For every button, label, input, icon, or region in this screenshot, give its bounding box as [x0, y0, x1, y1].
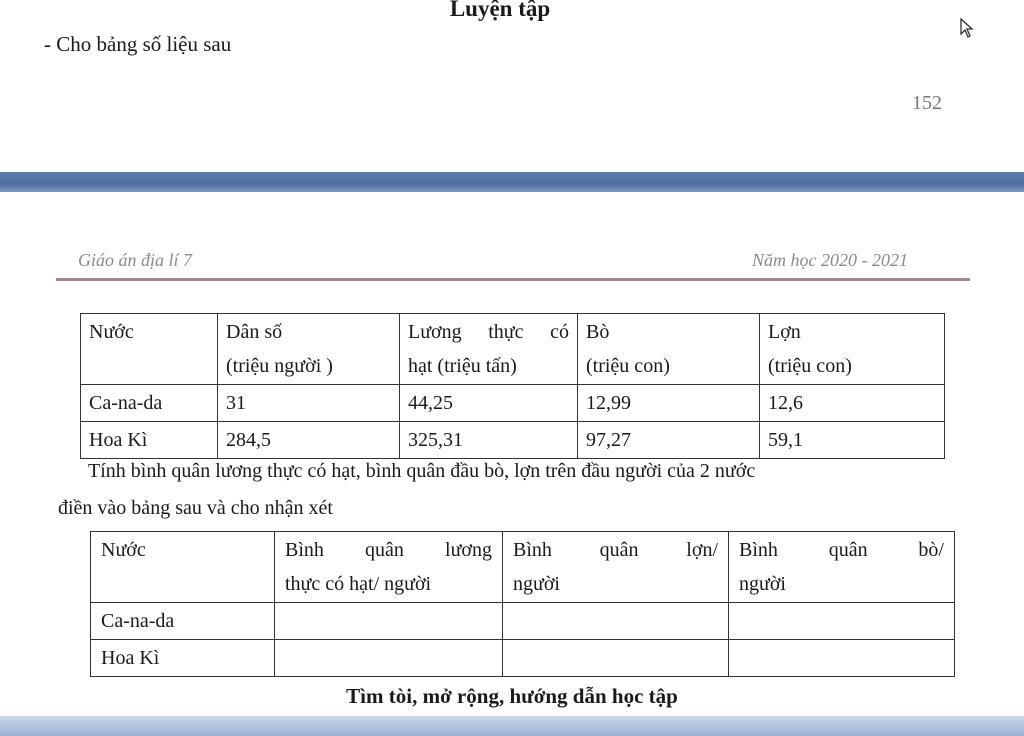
table-header-row	[91, 532, 955, 603]
table-cell: Hoa Kì	[91, 640, 275, 677]
table-cell: 97,27	[578, 422, 760, 459]
header-cell-grain: Lương thực có hạt (triệu tấn)	[400, 314, 578, 385]
table-cell: Ca-na-da	[81, 385, 218, 422]
intro-text: - Cho bảng số liệu sau	[44, 32, 232, 56]
table-cell: Hoa Kì	[81, 422, 218, 459]
table-cell	[503, 640, 729, 677]
mouse-cursor-icon	[960, 18, 974, 38]
page-break-band	[0, 172, 1024, 192]
header-cell-pigs-per-capita: Bình quân lợn/ người	[503, 532, 729, 603]
header-left-text: Giáo án địa lí 7	[78, 250, 193, 270]
header-cell-pigs: Lợn (triệu con)	[760, 314, 945, 385]
table-header-row	[81, 314, 945, 385]
table-row	[81, 385, 945, 422]
header-cell-cattle: Bò (triệu con)	[578, 314, 760, 385]
header-cell-cattle-per-capita: Bình quân bò/ người	[729, 532, 955, 603]
table-cell: 12,99	[578, 385, 760, 422]
table-row	[91, 640, 955, 677]
table-cell	[275, 640, 503, 677]
table-cell: 325,31	[400, 422, 578, 459]
table-row	[91, 603, 955, 640]
header-rule	[56, 278, 970, 281]
header-cell-grain-per-capita: Bình quân lương thực có hạt/ người	[275, 532, 503, 603]
header-cell-country: Nước	[91, 532, 275, 603]
section-heading: Tìm tòi, mở rộng, hướng dẫn học tập	[346, 684, 678, 708]
instruction-line-1: Tính bình quân lương thực có hạt, bình quân đầu bò, lợn trên đầu người của 2 nước	[88, 460, 756, 482]
header-cell-population: Dân số (triệu người )	[218, 314, 400, 385]
header-right-text: Năm học 2020 - 2021	[752, 250, 908, 270]
table-cell	[503, 603, 729, 640]
table-cell: Ca-na-da	[91, 603, 275, 640]
table-cell: 284,5	[218, 422, 400, 459]
table-cell: 31	[218, 385, 400, 422]
bottom-band	[0, 716, 1024, 736]
table-cell: 12,6	[760, 385, 945, 422]
table-cell	[729, 640, 955, 677]
answer-table	[90, 531, 955, 677]
instruction-line-2: điền vào bảng sau và cho nhận xét	[58, 497, 333, 519]
table-cell: 59,1	[760, 422, 945, 459]
lesson-title: Luyện tập	[449, 0, 551, 21]
table-cell	[275, 603, 503, 640]
table-cell	[729, 603, 955, 640]
data-table	[80, 313, 945, 459]
table-cell: 44,25	[400, 385, 578, 422]
table-row	[81, 422, 945, 459]
previous-page	[0, 0, 1024, 172]
header-cell-country: Nước	[81, 314, 218, 385]
page-number: 152	[912, 92, 942, 114]
